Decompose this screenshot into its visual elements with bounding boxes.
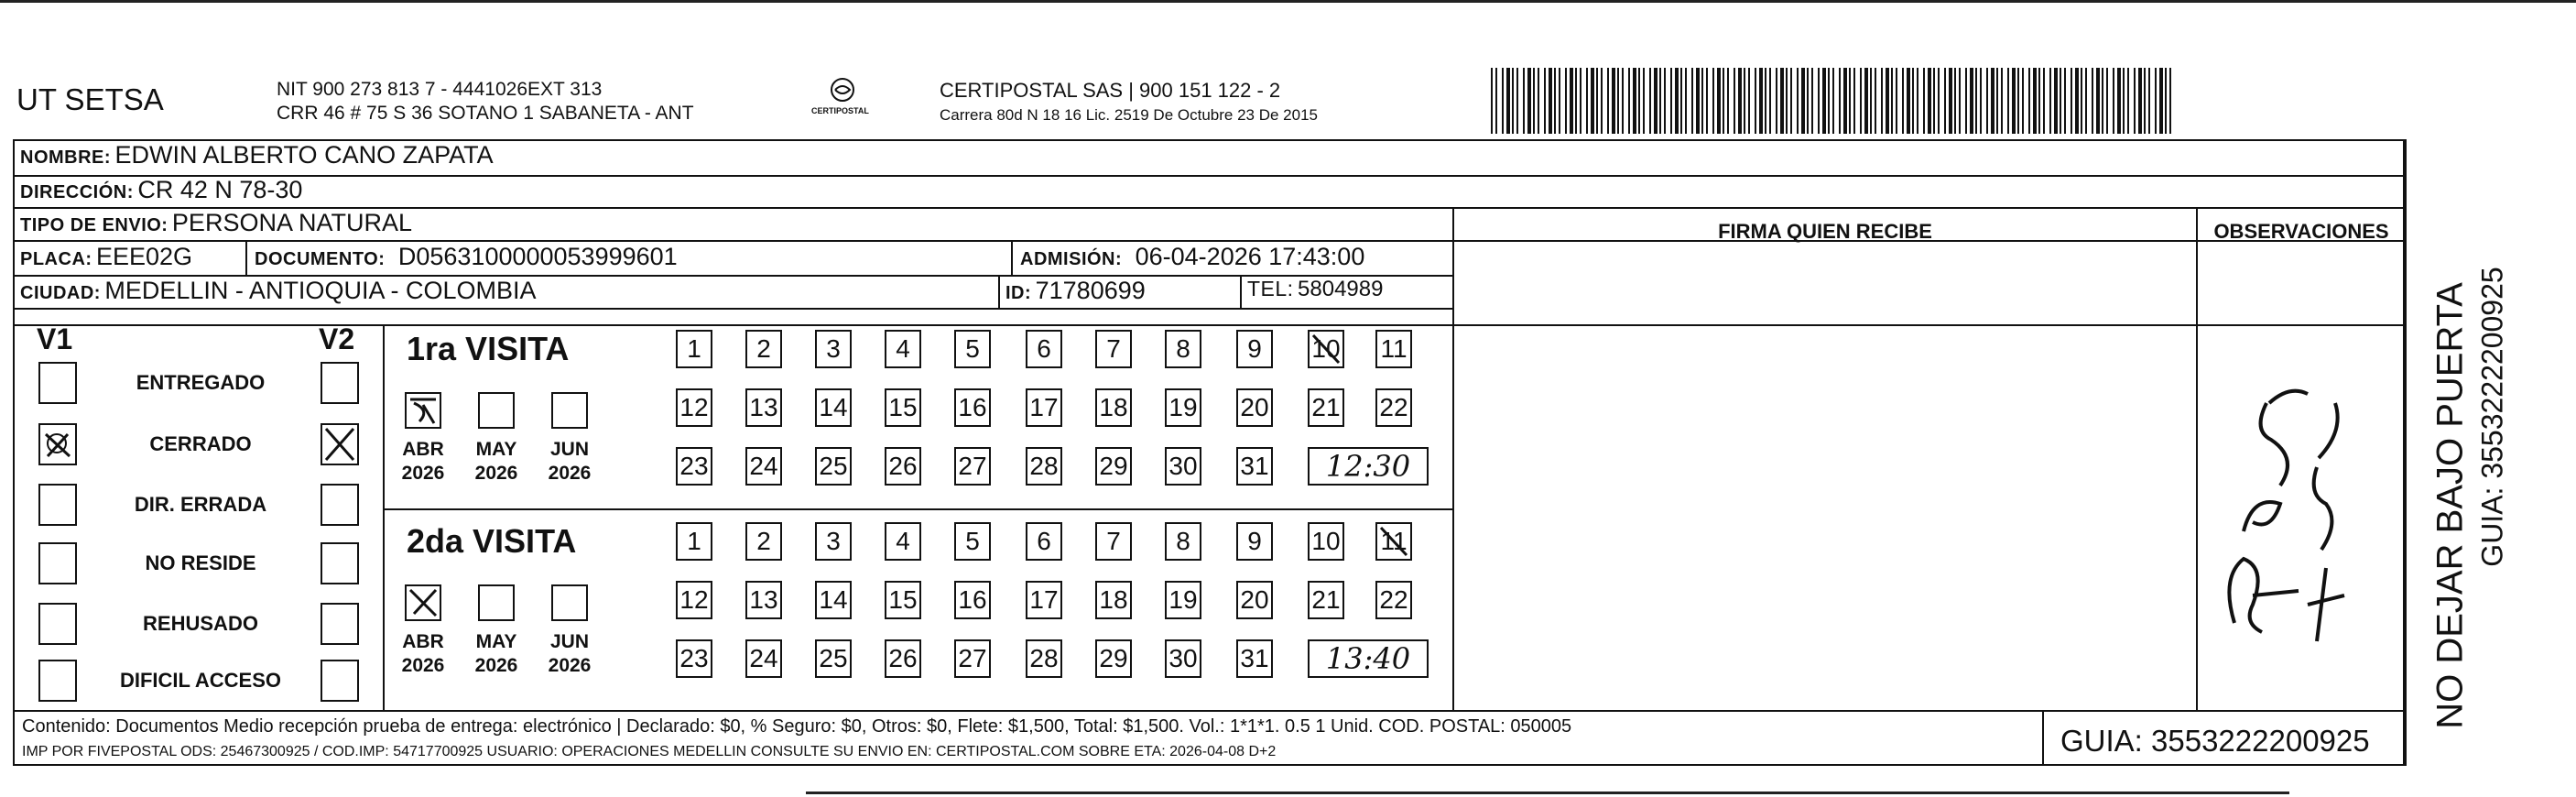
barcode-bar <box>1701 68 1703 134</box>
barcode-bar <box>1706 68 1708 134</box>
placa-label: PLACA: <box>20 249 92 269</box>
barcode-bar <box>1891 68 1893 134</box>
barcode-bar <box>1549 68 1552 134</box>
barcode-bar <box>1717 68 1721 134</box>
v2-checkbox[interactable] <box>321 423 359 465</box>
v1-checkbox[interactable] <box>38 423 77 465</box>
barcode-bar <box>1659 68 1661 134</box>
barcode-bar <box>1633 68 1636 134</box>
barcode-bar <box>2049 68 2051 134</box>
barcode-bar <box>1680 68 1682 134</box>
scan-bottom-line <box>806 792 2289 794</box>
second-visit-day-18[interactable]: 18 <box>1095 581 1132 619</box>
second-visit-day-5[interactable]: 5 <box>954 522 991 561</box>
second-visit-day-11[interactable]: 11 <box>1375 522 1412 561</box>
barcode-bar <box>2028 68 2030 134</box>
barcode-bar <box>1712 68 1714 134</box>
barcode-bar <box>1570 68 1573 134</box>
barcode-bar <box>1928 68 1931 134</box>
barcode-bar <box>2102 68 2103 134</box>
id-field <box>1005 277 1146 305</box>
second-visit-day-1[interactable]: 1 <box>676 522 712 561</box>
barcode-bar <box>2071 68 2072 134</box>
documento-label: DOCUMENTO: <box>255 249 386 269</box>
day-mark-icon <box>1377 524 1410 559</box>
ciudad-value: MEDELLIN - ANTIOQUIA - COLOMBIA <box>104 277 537 304</box>
barcode-bar <box>1523 68 1525 134</box>
barcode-bar <box>1759 68 1763 134</box>
side-warning: NO DEJAR BAJO PUERTA <box>2429 282 2471 729</box>
barcode-bar <box>1601 68 1603 134</box>
barcode-bar <box>1554 68 1556 134</box>
barcode-bar <box>2012 68 2016 134</box>
second-visit-day-9[interactable]: 9 <box>1236 522 1273 561</box>
barcode-bar <box>1870 68 1872 134</box>
first-visit-day-30[interactable]: 30 <box>1165 447 1201 486</box>
first-visit-day-27[interactable]: 27 <box>954 447 991 486</box>
second-visit-day-26[interactable]: 26 <box>885 639 921 678</box>
second-visit-day-13[interactable]: 13 <box>745 581 782 619</box>
barcode-bar <box>1949 68 1952 134</box>
barcode-bar <box>1670 68 1672 134</box>
barcode-bar <box>1565 68 1567 134</box>
status-label: CERRADO <box>149 432 252 455</box>
first-visit-month-label: ABR 2026 <box>401 439 445 484</box>
barcode-bar <box>1797 68 1799 134</box>
barcode-bar <box>1691 68 1693 134</box>
first-visit-day-28[interactable]: 28 <box>1026 447 1062 486</box>
first-visit-day-12[interactable]: 12 <box>676 388 712 427</box>
barcode-bar <box>2123 68 2125 134</box>
barcode-bar <box>1638 68 1640 134</box>
barcode-bar <box>1491 68 1493 134</box>
tipo-row <box>20 209 412 237</box>
footer-contenido: Contenido: Documentos Medio recepción prueba de entrega: electrónico | Declarado: $0, % Seguro: $0, Otros: $0, Flete: $1,500, Total: $1,500. Vol.: 1*1*1. 0.5 1 Unid. COD. POSTAL: 050005 <box>22 716 1572 737</box>
second-visit-month-label: MAY 2026 <box>474 631 518 676</box>
footer-guia: GUIA: 3553222200925 <box>2060 724 2370 758</box>
second-visit-day-28[interactable]: 28 <box>1026 639 1062 678</box>
v2-checkbox[interactable] <box>321 660 359 702</box>
barcode-bar <box>1853 68 1855 134</box>
direccion-row <box>20 176 302 204</box>
barcode-bar <box>2148 68 2150 134</box>
first-visit-month-checkbox[interactable] <box>478 392 515 429</box>
direccion-label: DIRECCIÓN: <box>20 182 134 202</box>
barcode-bar <box>1738 68 1742 134</box>
barcode-bar <box>2075 68 2079 134</box>
first-visit-day-10[interactable]: 10 <box>1308 330 1344 368</box>
barcode-bar <box>1506 68 1510 134</box>
first-visit-day-8[interactable]: 8 <box>1165 330 1201 368</box>
barcode-bar <box>1748 68 1750 134</box>
nit-line: NIT 900 273 813 7 - 4441026EXT 313 <box>277 79 603 100</box>
nombre-row <box>20 141 494 169</box>
barcode-bar <box>1875 68 1876 134</box>
first-visit-day-15[interactable]: 15 <box>885 388 921 427</box>
first-visit-month-label: JUN 2026 <box>548 439 592 484</box>
barcode-bar <box>1596 68 1598 134</box>
carrier-line: CERTIPOSTAL SAS | 900 151 122 - 2 <box>940 79 1281 102</box>
barcode-bar <box>1843 68 1847 134</box>
barcode-bar <box>1864 68 1868 134</box>
v1-checkbox[interactable] <box>38 660 77 702</box>
second-visit-label: 2da VISITA <box>407 522 577 560</box>
barcode-bar <box>2043 68 2045 134</box>
barcode-bar <box>2081 68 2082 134</box>
barcode-bar <box>1516 68 1518 134</box>
barcode-bar <box>2106 68 2108 134</box>
barcode-bar <box>2064 68 2066 134</box>
barcode-bar <box>1917 68 1918 134</box>
tipo-value: PERSONA NATURAL <box>171 209 412 236</box>
barcode-bar <box>1938 68 1940 134</box>
barcode-bar <box>2159 68 2163 134</box>
barcode-bar <box>2169 68 2171 134</box>
first-visit-day-1[interactable]: 1 <box>676 330 712 368</box>
barcode-bar <box>1769 68 1771 134</box>
barcode-bar <box>1970 68 1973 134</box>
barcode-bar <box>1744 68 1745 134</box>
barcode-bar <box>2054 68 2058 134</box>
barcode-bar <box>1527 68 1531 134</box>
first-visit-day-22[interactable]: 22 <box>1375 388 1412 427</box>
barcode-bar <box>1734 68 1735 134</box>
status-label: REHUSADO <box>143 612 258 635</box>
documento-field <box>255 243 678 271</box>
second-visit-day-4[interactable]: 4 <box>885 522 921 561</box>
v2-checkbox[interactable] <box>321 542 359 584</box>
first-visit-day-24[interactable]: 24 <box>745 447 782 486</box>
barcode-bar <box>2096 68 2100 134</box>
barcode-bar <box>2017 68 2019 134</box>
barcode-bar <box>1923 68 1925 134</box>
status-label: DIR. ERRADA <box>134 493 267 516</box>
first-visit-day-5[interactable]: 5 <box>954 330 991 368</box>
barcode-bar <box>1612 68 1615 134</box>
barcode-bar <box>1991 68 1994 134</box>
recipient-signature <box>2216 348 2353 696</box>
second-visit-day-22[interactable]: 22 <box>1375 581 1412 619</box>
second-visit-day-3[interactable]: 3 <box>815 522 852 561</box>
barcode-bar <box>1933 68 1935 134</box>
v2-checkbox[interactable] <box>321 484 359 526</box>
first-visit-day-11[interactable]: 11 <box>1375 330 1412 368</box>
barcode-bar <box>1896 68 1897 134</box>
barcode-bar <box>1980 68 1982 134</box>
first-visit-day-16[interactable]: 16 <box>954 388 991 427</box>
v1-checkbox[interactable] <box>38 362 77 404</box>
barcode-bar <box>1685 68 1687 134</box>
barcode-bar <box>1786 68 1788 134</box>
barcode-bar <box>2117 68 2121 134</box>
admision-field <box>1020 243 1364 271</box>
barcode-bar <box>1807 68 1809 134</box>
status-label: NO RESIDE <box>145 551 256 574</box>
first-visit-month-checkbox[interactable] <box>405 392 441 429</box>
barcode-bar <box>1591 68 1594 134</box>
barcode-bar <box>1559 68 1560 134</box>
second-visit-day-19[interactable]: 19 <box>1165 581 1201 619</box>
barcode-bar <box>1801 68 1805 134</box>
second-visit-day-2[interactable]: 2 <box>745 522 782 561</box>
barcode-bar <box>2060 68 2061 134</box>
nombre-label: NOMBRE: <box>20 147 112 168</box>
first-visit-month-label: MAY 2026 <box>474 439 518 484</box>
first-visit-time[interactable]: 12:30 <box>1308 447 1429 486</box>
barcode-bar <box>2022 68 2024 134</box>
second-visit-month-checkbox[interactable] <box>478 584 515 621</box>
first-visit-day-20[interactable]: 20 <box>1236 388 1273 427</box>
second-visit-day-16[interactable]: 16 <box>954 581 991 619</box>
barcode-bar <box>2007 68 2009 134</box>
second-visit-day-15[interactable]: 15 <box>885 581 921 619</box>
barcode-bar <box>1727 68 1729 134</box>
first-visit-day-29[interactable]: 29 <box>1095 447 1132 486</box>
check-mark-icon <box>40 425 75 464</box>
barcode-bar <box>1586 68 1588 134</box>
barcode-bar <box>1723 68 1724 134</box>
barcode-bar <box>1959 68 1961 134</box>
first-visit-day-6[interactable]: 6 <box>1026 330 1062 368</box>
ciudad-field <box>20 277 536 305</box>
barcode-bar <box>1944 68 1946 134</box>
logo-caption: CERTIPOSTAL <box>811 106 869 115</box>
barcode-bar <box>1664 68 1666 134</box>
first-visit-day-14[interactable]: 14 <box>815 388 852 427</box>
placa-value: EEE02G <box>96 243 193 270</box>
month-mark-icon <box>407 394 440 427</box>
admision-label: ADMISIÓN: <box>1020 249 1123 269</box>
footer-imp: IMP POR FIVEPOSTAL ODS: 25467300925 / COD.IMP: 54717700925 USUARIO: OPERACIONES MEDELLIN CONSULTE SU ENVIO EN: CERTIPOSTAL.COM SOBRE ETA: 2026-04-08 D+2 <box>22 744 1277 759</box>
nombre-value: EDWIN ALBERTO CANO ZAPATA <box>114 141 494 169</box>
scan-top-line <box>0 0 2576 3</box>
barcode <box>1491 68 2178 134</box>
barcode-bar <box>1828 68 1830 134</box>
observaciones-header: OBSERVACIONES <box>2213 220 2389 243</box>
barcode-bar <box>1822 68 1826 134</box>
status-label: ENTREGADO <box>136 371 266 394</box>
barcode-bar <box>2127 68 2129 134</box>
tipo-label: TIPO DE ENVIO: <box>20 215 168 235</box>
barcode-bar <box>1607 68 1609 134</box>
v2-label: V2 <box>319 322 355 355</box>
barcode-bar <box>1811 68 1813 134</box>
v2-checkbox[interactable] <box>321 603 359 645</box>
first-visit-day-18[interactable]: 18 <box>1095 388 1132 427</box>
barcode-bar <box>1886 68 1889 134</box>
barcode-bar <box>2113 68 2114 134</box>
barcode-bar <box>1696 68 1700 134</box>
v1-checkbox[interactable] <box>38 484 77 526</box>
first-visit-day-25[interactable]: 25 <box>815 447 852 486</box>
barcode-bar <box>1860 68 1862 134</box>
barcode-bar <box>1675 68 1679 134</box>
barcode-bar <box>1780 68 1784 134</box>
barcode-bar <box>1622 68 1624 134</box>
tel-label: TEL: <box>1247 277 1294 300</box>
barcode-bar <box>2155 68 2157 134</box>
barcode-bar <box>1654 68 1658 134</box>
barcode-bar <box>1649 68 1651 134</box>
barcode-bar <box>1832 68 1834 134</box>
barcode-bar <box>2092 68 2093 134</box>
second-visit-month-label: ABR 2026 <box>401 631 445 676</box>
license-line: Carrera 80d N 18 16 Lic. 2519 De Octubre 23 De 2015 <box>940 106 1318 124</box>
barcode-bar <box>1965 68 1967 134</box>
firma-header: FIRMA QUIEN RECIBE <box>1718 220 1932 243</box>
barcode-bar <box>1986 68 1988 134</box>
barcode-bar <box>2033 68 2037 134</box>
first-visit-day-23[interactable]: 23 <box>676 447 712 486</box>
second-visit-day-24[interactable]: 24 <box>745 639 782 678</box>
barcode-bar <box>1544 68 1546 134</box>
documento-value: D0563100000053999601 <box>397 243 678 270</box>
first-visit-month-checkbox[interactable] <box>551 392 588 429</box>
second-visit-day-12[interactable]: 12 <box>676 581 712 619</box>
second-visit-day-6[interactable]: 6 <box>1026 522 1062 561</box>
side-guia: GUIA: 3553222200925 <box>2475 267 2509 567</box>
admision-value: 06-04-2026 17:43:00 <box>1135 243 1365 270</box>
barcode-bar <box>1755 68 1756 134</box>
barcode-bar <box>2165 68 2167 134</box>
second-visit-time[interactable]: 13:40 <box>1308 639 1429 678</box>
v1-checkbox[interactable] <box>38 603 77 645</box>
second-visit-day-29[interactable]: 29 <box>1095 639 1132 678</box>
second-visit-month-label: JUN 2026 <box>548 631 592 676</box>
second-visit-month-checkbox[interactable] <box>551 584 588 621</box>
barcode-bar <box>1643 68 1645 134</box>
barcode-bar <box>1790 68 1792 134</box>
barcode-bar <box>1907 68 1910 134</box>
first-visit-day-26[interactable]: 26 <box>885 447 921 486</box>
v1-checkbox[interactable] <box>38 542 77 584</box>
second-visit-day-21[interactable]: 21 <box>1308 581 1344 619</box>
barcode-bar <box>1533 68 1535 134</box>
barcode-bar <box>1765 68 1766 134</box>
month-x-icon <box>407 586 440 619</box>
second-visit-day-17[interactable]: 17 <box>1026 581 1062 619</box>
first-visit-day-3[interactable]: 3 <box>815 330 852 368</box>
tel-field <box>1247 277 1383 302</box>
v2-checkbox[interactable] <box>321 362 359 404</box>
second-visit-day-27[interactable]: 27 <box>954 639 991 678</box>
first-visit-day-4[interactable]: 4 <box>885 330 921 368</box>
v1-label: V1 <box>37 322 73 355</box>
second-visit-day-14[interactable]: 14 <box>815 581 852 619</box>
barcode-bar <box>1776 68 1777 134</box>
second-visit-day-23[interactable]: 23 <box>676 639 712 678</box>
x-mark-icon <box>322 425 357 464</box>
barcode-bar <box>2138 68 2142 134</box>
barcode-bar <box>1575 68 1577 134</box>
first-visit-day-7[interactable]: 7 <box>1095 330 1132 368</box>
barcode-bar <box>2085 68 2087 134</box>
second-visit-day-25[interactable]: 25 <box>815 639 852 678</box>
id-label: ID: <box>1005 283 1032 303</box>
certipostal-logo <box>811 75 870 121</box>
barcode-bar <box>1912 68 1914 134</box>
barcode-bar <box>1975 68 1977 134</box>
barcode-bar <box>1818 68 1820 134</box>
second-visit-day-20[interactable]: 20 <box>1236 581 1273 619</box>
first-visit-day-17[interactable]: 17 <box>1026 388 1062 427</box>
first-visit-day-13[interactable]: 13 <box>745 388 782 427</box>
first-visit-day-2[interactable]: 2 <box>745 330 782 368</box>
address-line: CRR 46 # 75 S 36 SOTANO 1 SABANETA - ANT <box>277 103 694 124</box>
second-visit-day-31[interactable]: 31 <box>1236 639 1273 678</box>
barcode-bar <box>1902 68 1904 134</box>
ciudad-label: CIUDAD: <box>20 283 101 303</box>
second-visit-day-8[interactable]: 8 <box>1165 522 1201 561</box>
day-mark-icon <box>1310 332 1342 366</box>
id-value: 71780699 <box>1035 277 1146 304</box>
barcode-bar <box>1495 68 1497 134</box>
second-visit-month-checkbox[interactable] <box>405 584 441 621</box>
barcode-bar <box>1881 68 1883 134</box>
barcode-bar <box>1954 68 1956 134</box>
barcode-bar <box>1839 68 1841 134</box>
company-name: UT SETSA <box>16 82 164 116</box>
barcode-bar <box>1538 68 1539 134</box>
barcode-bar <box>1580 68 1581 134</box>
barcode-bar <box>2001 68 2003 134</box>
barcode-bar <box>1849 68 1851 134</box>
first-visit-day-21[interactable]: 21 <box>1308 388 1344 427</box>
first-visit-day-19[interactable]: 19 <box>1165 388 1201 427</box>
second-visit-day-10[interactable]: 10 <box>1308 522 1344 561</box>
barcode-bar <box>1628 68 1630 134</box>
barcode-bar <box>2134 68 2136 134</box>
first-visit-label: 1ra VISITA <box>407 330 570 367</box>
placa-field <box>20 243 192 271</box>
direccion-value: CR 42 N 78-30 <box>137 176 303 203</box>
tel-value: 5804989 <box>1298 277 1384 301</box>
barcode-bar <box>1617 68 1619 134</box>
barcode-bar <box>1502 68 1504 134</box>
second-visit-day-7[interactable]: 7 <box>1095 522 1132 561</box>
barcode-bar <box>2038 68 2040 134</box>
first-visit-day-31[interactable]: 31 <box>1236 447 1273 486</box>
barcode-bar <box>1996 68 1998 134</box>
status-label: DIFICIL ACCESO <box>119 669 281 692</box>
second-visit-day-30[interactable]: 30 <box>1165 639 1201 678</box>
barcode-bar <box>2144 68 2146 134</box>
barcode-bar <box>1512 68 1514 134</box>
first-visit-day-9[interactable]: 9 <box>1236 330 1273 368</box>
